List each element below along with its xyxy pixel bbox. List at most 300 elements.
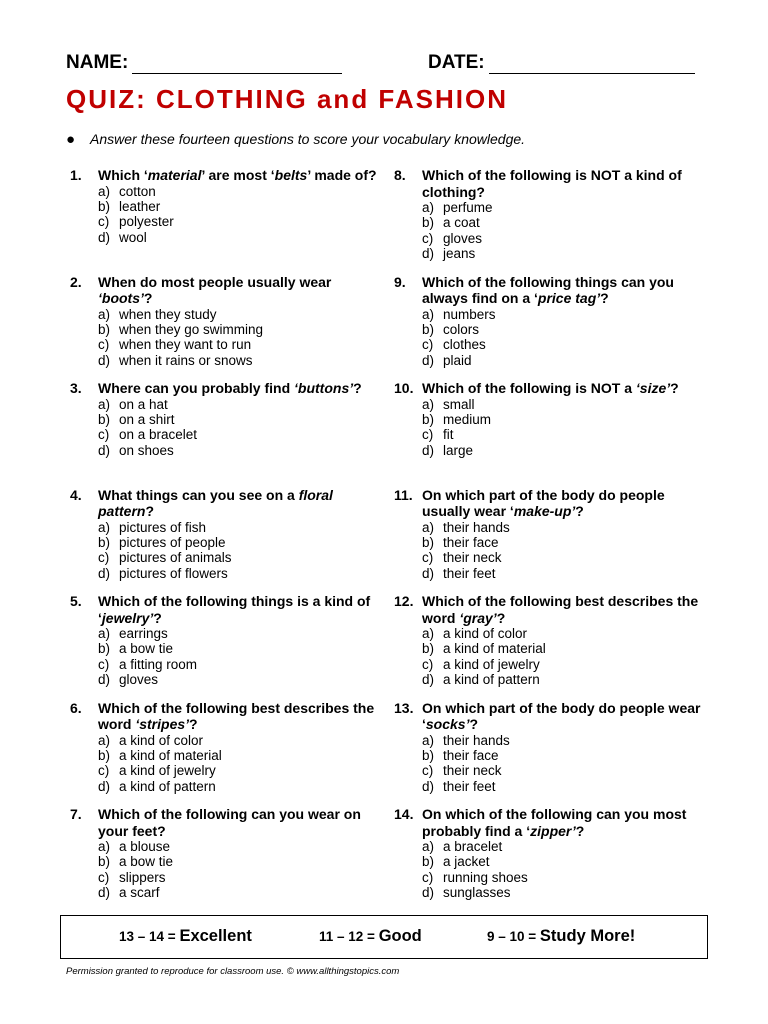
question-text-part: Which of the following is NOT a kind of clothing?	[422, 167, 682, 200]
question-text-part: ?	[496, 609, 506, 626]
question-text	[422, 593, 702, 626]
answer-options	[422, 733, 720, 795]
question-keyword: zipper’	[530, 822, 576, 839]
option-text: their face	[443, 747, 499, 763]
option-text: their feet	[443, 778, 496, 794]
option-text: pictures of animals	[119, 550, 232, 566]
option-text: their neck	[443, 550, 502, 566]
option-letter: b)	[98, 198, 111, 214]
option-letter: b)	[98, 411, 111, 427]
question-text	[98, 167, 378, 184]
question-number: 7.	[70, 806, 82, 822]
instruction	[66, 131, 525, 148]
option-text: on a bracelet	[119, 427, 198, 443]
question-text-part: ?	[353, 380, 362, 396]
question-text-part: When do most people usually wear	[98, 273, 332, 290]
question-keyword: ‘boots’	[98, 290, 144, 306]
question-text-part: What things can you see on a	[98, 486, 299, 503]
answer-option[interactable]	[98, 520, 396, 535]
question-header	[390, 380, 720, 397]
question-text	[422, 487, 702, 520]
option-text: cotton	[119, 183, 156, 199]
option-text: pictures of flowers	[119, 565, 228, 581]
answer-option[interactable]	[422, 748, 720, 763]
question-header	[66, 593, 396, 626]
date-label: DATE:	[428, 52, 485, 73]
question-keyword: material	[147, 167, 202, 183]
option-letter: c)	[98, 763, 110, 779]
option-text: a kind of color	[443, 626, 528, 641]
question-number: 10.	[394, 380, 414, 396]
option-letter: d)	[422, 246, 435, 262]
question-text-part: ?	[189, 716, 198, 732]
option-text: gloves	[443, 230, 483, 246]
answer-option[interactable]	[422, 520, 720, 535]
question-keyword: ‘stripes’	[135, 716, 190, 732]
question-keyword: ‘gray’	[459, 609, 497, 626]
option-letter: c)	[422, 656, 434, 672]
answer-option[interactable]	[98, 412, 396, 427]
option-text: a kind of material	[119, 747, 222, 763]
question-text	[98, 700, 378, 733]
option-text: a scarf	[119, 885, 160, 901]
answer-option[interactable]	[98, 854, 396, 869]
score-grade: Good	[378, 927, 422, 945]
option-letter: d)	[98, 885, 111, 901]
option-text: a bow tie	[119, 854, 174, 870]
questions-left-column	[66, 167, 396, 913]
option-text: a fitting room	[119, 656, 198, 672]
question-keyword: jewelry’	[101, 609, 154, 626]
answer-option[interactable]	[98, 199, 396, 214]
answer-options	[98, 839, 396, 901]
option-text: plaid	[443, 352, 472, 368]
answer-option[interactable]	[98, 839, 396, 854]
option-text: their face	[443, 534, 499, 550]
answer-option[interactable]	[98, 733, 396, 748]
score-excellent	[119, 927, 252, 946]
option-letter: d)	[422, 885, 435, 901]
question-text-part: Which of the following best describes the word	[98, 699, 375, 732]
option-letter: a)	[422, 200, 435, 215]
option-text: wool	[119, 229, 147, 245]
name-blank-line[interactable]	[132, 55, 342, 74]
score-study-more	[487, 927, 635, 946]
question-number: 6.	[70, 699, 82, 716]
answer-option[interactable]	[422, 566, 720, 581]
option-letter: a)	[98, 839, 111, 854]
question-10	[390, 380, 720, 487]
answer-options	[98, 520, 396, 582]
answer-options	[98, 307, 396, 369]
question-3	[66, 380, 396, 487]
answer-option[interactable]	[98, 641, 396, 656]
option-letter: a)	[422, 732, 435, 748]
question-keyword: floral pattern	[98, 486, 333, 519]
option-letter: d)	[422, 565, 435, 581]
question-text-part: ?	[600, 290, 609, 306]
question-number: 12.	[394, 593, 414, 609]
question-header	[390, 806, 720, 839]
answer-option[interactable]	[98, 626, 396, 641]
answer-option[interactable]	[98, 443, 396, 458]
question-1	[66, 167, 396, 274]
option-letter: a)	[98, 519, 111, 535]
answer-option[interactable]	[422, 215, 720, 230]
answer-option[interactable]	[422, 231, 720, 246]
option-letter: d)	[422, 442, 435, 458]
option-text: when they want to run	[119, 337, 252, 353]
question-header	[66, 380, 396, 397]
option-text: running shoes	[443, 869, 528, 885]
question-text-part: Which of the following things can you always find on a ‘	[422, 273, 674, 306]
option-text: fit	[443, 427, 454, 443]
question-text-part: ?	[145, 503, 155, 519]
option-letter: b)	[422, 641, 435, 657]
answer-option[interactable]	[422, 839, 720, 854]
question-text-part: On which part of the body do people wear ‘	[422, 699, 701, 732]
answer-option[interactable]	[422, 200, 720, 215]
option-letter: c)	[98, 656, 110, 672]
answer-option[interactable]	[422, 854, 720, 869]
answer-option[interactable]	[422, 550, 720, 565]
score-key-box	[60, 915, 708, 959]
option-text: on a hat	[119, 396, 168, 412]
option-text: their neck	[443, 763, 502, 779]
option-text: a kind of material	[443, 641, 546, 657]
question-number: 14.	[394, 806, 414, 822]
question-keyword: ‘buttons’	[294, 380, 354, 396]
answer-options	[98, 733, 396, 795]
answer-option[interactable]	[98, 672, 396, 687]
option-letter: c)	[98, 214, 110, 230]
question-keyword: make-up’	[513, 503, 576, 519]
option-text: a bow tie	[119, 641, 174, 657]
question-text-part: On which part of the body do people usually wear ‘	[422, 486, 665, 519]
answer-option[interactable]	[422, 412, 720, 427]
answer-option[interactable]	[422, 885, 720, 900]
option-text: pictures of fish	[119, 519, 207, 535]
option-letter: b)	[422, 747, 435, 763]
option-letter: d)	[98, 565, 111, 581]
option-letter: c)	[98, 869, 110, 885]
answer-option[interactable]	[422, 246, 720, 261]
question-number: 9.	[394, 273, 406, 290]
name-field	[66, 52, 342, 74]
answer-option[interactable]	[98, 535, 396, 550]
option-letter: a)	[98, 183, 111, 199]
answer-option[interactable]	[98, 885, 396, 900]
question-text-part: Which of the following is NOT a	[422, 380, 636, 396]
option-letter: c)	[422, 230, 434, 246]
question-text-part: ’ are most ‘	[201, 167, 275, 183]
answer-options	[422, 307, 720, 369]
answer-option[interactable]	[422, 443, 720, 458]
answer-option[interactable]	[98, 657, 396, 672]
question-text	[422, 380, 702, 397]
answer-option[interactable]	[98, 307, 396, 322]
answer-option[interactable]	[98, 230, 396, 245]
option-letter: d)	[422, 778, 435, 794]
option-text: a kind of color	[119, 732, 204, 748]
question-4	[66, 487, 396, 594]
option-text: polyester	[119, 214, 174, 230]
option-text: a kind of jewelry	[443, 656, 540, 672]
answer-option[interactable]	[422, 641, 720, 656]
option-text: sunglasses	[443, 885, 511, 901]
answer-option[interactable]	[422, 353, 720, 368]
answer-options	[422, 397, 720, 459]
question-keyword: price tag’	[537, 290, 601, 306]
option-letter: a)	[98, 732, 111, 748]
option-letter: a)	[98, 396, 111, 412]
question-text	[98, 487, 378, 520]
option-text: perfume	[443, 200, 493, 215]
option-letter: b)	[98, 747, 111, 763]
option-letter: b)	[98, 641, 111, 657]
option-text: large	[443, 442, 474, 458]
question-number: 5.	[70, 593, 82, 609]
question-number: 4.	[70, 486, 82, 503]
questions-right-column	[390, 167, 720, 913]
option-letter: a)	[422, 626, 435, 641]
question-2	[66, 274, 396, 381]
question-number: 13.	[394, 699, 414, 716]
question-text	[98, 274, 378, 307]
score-range: 9 – 10 =	[487, 929, 540, 944]
question-14	[390, 806, 720, 913]
answer-option[interactable]	[98, 322, 396, 337]
answer-options	[422, 520, 720, 582]
answer-option[interactable]	[422, 733, 720, 748]
option-text: slippers	[119, 869, 166, 885]
option-text: their hands	[443, 519, 510, 535]
option-letter: c)	[422, 427, 434, 443]
answer-option[interactable]	[98, 870, 396, 885]
option-letter: c)	[422, 337, 434, 353]
answer-option[interactable]	[422, 657, 720, 672]
question-text-part: Which of the following things is a kind of ‘	[98, 593, 371, 626]
option-text: small	[443, 396, 475, 412]
option-text: clothes	[443, 337, 486, 353]
option-letter: b)	[98, 534, 111, 550]
question-12	[390, 593, 720, 700]
option-letter: c)	[422, 763, 434, 779]
question-header	[66, 806, 396, 839]
answer-option[interactable]	[98, 566, 396, 581]
option-text: jeans	[443, 246, 476, 262]
option-letter: b)	[422, 321, 435, 337]
option-text: leather	[119, 198, 161, 214]
option-text: medium	[443, 411, 492, 427]
question-keyword: ‘size’	[635, 380, 671, 396]
question-header	[66, 274, 396, 307]
option-text: pictures of people	[119, 534, 226, 550]
option-text: on a shirt	[119, 411, 175, 427]
question-text-part: ’ made of?	[307, 167, 377, 183]
answer-option[interactable]	[422, 337, 720, 352]
date-blank-line[interactable]	[489, 55, 695, 74]
question-header	[390, 700, 720, 733]
option-letter: b)	[422, 215, 435, 231]
question-header	[390, 487, 720, 520]
option-letter: c)	[422, 869, 434, 885]
score-grade: Study More!	[539, 927, 636, 945]
option-text: gloves	[119, 672, 159, 688]
option-letter: d)	[422, 672, 435, 688]
option-letter: c)	[98, 550, 110, 566]
answer-option[interactable]	[422, 322, 720, 337]
question-text	[98, 593, 378, 626]
option-letter: a)	[422, 396, 435, 412]
date-field	[428, 52, 695, 74]
option-letter: c)	[98, 427, 110, 443]
option-text: a jacket	[443, 854, 490, 870]
question-13	[390, 700, 720, 807]
score-range: 11 – 12 =	[319, 929, 379, 944]
answer-option[interactable]	[422, 870, 720, 885]
question-text	[422, 167, 702, 200]
option-text: their hands	[443, 732, 510, 748]
question-8	[390, 167, 720, 274]
question-number: 2.	[70, 273, 82, 290]
option-text: numbers	[443, 306, 496, 322]
score-grade: Excellent	[179, 927, 252, 945]
answer-options	[98, 184, 396, 246]
option-text: their feet	[443, 565, 496, 581]
answer-option[interactable]	[98, 550, 396, 565]
option-text: when they study	[119, 306, 217, 322]
answer-option[interactable]	[422, 672, 720, 687]
option-letter: b)	[98, 854, 111, 870]
question-keyword: socks’	[425, 716, 470, 732]
option-letter: a)	[422, 306, 435, 322]
option-text: when they go swimming	[119, 321, 264, 337]
option-letter: d)	[98, 672, 111, 688]
option-text: earrings	[119, 626, 168, 641]
answer-option[interactable]	[422, 779, 720, 794]
option-letter: b)	[422, 854, 435, 870]
question-5	[66, 593, 396, 700]
question-text-part: Which ‘	[98, 167, 148, 183]
question-text	[98, 806, 378, 839]
question-text-part: Which of the following best describes the word	[422, 593, 699, 626]
answer-option[interactable]	[98, 763, 396, 778]
question-text-part: On which of the following can you most probably find a ‘	[422, 806, 687, 839]
question-number: 1.	[70, 167, 82, 183]
score-good	[319, 927, 422, 946]
answer-option[interactable]	[98, 397, 396, 412]
option-text: a kind of jewelry	[119, 763, 216, 779]
option-letter: a)	[98, 306, 111, 322]
question-header	[390, 274, 720, 307]
instruction-text: Answer these fourteen questions to score your vocabulary knowledge.	[90, 131, 526, 147]
option-letter: d)	[98, 229, 111, 245]
option-letter: d)	[422, 352, 435, 368]
answer-option[interactable]	[422, 535, 720, 550]
answer-options	[98, 397, 396, 459]
question-header	[390, 167, 720, 200]
answer-option[interactable]	[422, 626, 720, 641]
question-number: 11.	[394, 486, 413, 503]
question-keyword: belts	[274, 167, 308, 183]
question-text	[422, 700, 702, 733]
option-text: a coat	[443, 215, 480, 231]
question-text-part: Where can you probably find	[98, 380, 295, 396]
question-header	[66, 167, 396, 184]
question-header	[66, 487, 396, 520]
answer-option[interactable]	[98, 184, 396, 199]
option-text: a bracelet	[443, 839, 503, 854]
answer-option[interactable]	[98, 779, 396, 794]
answer-options	[422, 626, 720, 688]
answer-options	[422, 839, 720, 901]
option-text: a kind of pattern	[119, 778, 216, 794]
option-text: a kind of pattern	[443, 672, 540, 688]
question-text-part: ?	[575, 822, 585, 839]
option-letter: a)	[98, 626, 111, 641]
question-text	[422, 274, 702, 307]
option-text: when it rains or snows	[119, 352, 253, 368]
question-text	[98, 380, 378, 397]
question-9	[390, 274, 720, 381]
answer-option[interactable]	[98, 353, 396, 368]
question-header	[66, 700, 396, 733]
question-text-part: Which of the following can you wear on your feet?	[98, 806, 361, 839]
option-letter: a)	[422, 519, 435, 535]
question-header	[390, 593, 720, 626]
question-number: 3.	[70, 380, 82, 396]
option-text: a blouse	[119, 839, 171, 854]
answer-option[interactable]	[98, 337, 396, 352]
question-7	[66, 806, 396, 913]
question-number: 8.	[394, 167, 406, 183]
option-letter: b)	[422, 411, 435, 427]
name-label: NAME:	[66, 52, 129, 73]
bullet-icon: ●	[66, 131, 76, 148]
question-text-part: ?	[469, 716, 479, 732]
answer-option[interactable]	[98, 748, 396, 763]
answer-option[interactable]	[422, 763, 720, 778]
answer-option[interactable]	[98, 214, 396, 229]
answer-option[interactable]	[422, 307, 720, 322]
score-range: 13 – 14 =	[119, 929, 180, 944]
answer-option[interactable]	[98, 427, 396, 442]
header-row	[66, 52, 706, 78]
option-letter: d)	[98, 442, 111, 458]
page-title: QUIZ: CLOTHING and FASHION	[66, 84, 508, 114]
option-letter: b)	[98, 321, 111, 337]
question-6	[66, 700, 396, 807]
answer-option[interactable]	[422, 397, 720, 412]
option-letter: c)	[422, 550, 434, 566]
option-letter: a)	[422, 839, 435, 854]
option-letter: d)	[98, 778, 111, 794]
question-text-part: ?	[670, 380, 679, 396]
question-text-part: ?	[153, 609, 162, 626]
option-text: colors	[443, 321, 480, 337]
question-11	[390, 487, 720, 594]
question-text-part: ?	[143, 290, 153, 306]
option-letter: d)	[98, 352, 111, 368]
answer-options	[422, 200, 720, 262]
answer-option[interactable]	[422, 427, 720, 442]
option-letter: b)	[422, 534, 435, 550]
question-text-part: ?	[575, 503, 584, 519]
question-text	[422, 806, 702, 839]
option-letter: c)	[98, 337, 110, 353]
footer-permission: Permission granted to reproduce for classroom use. © www.allthingstopics.com	[66, 966, 400, 977]
